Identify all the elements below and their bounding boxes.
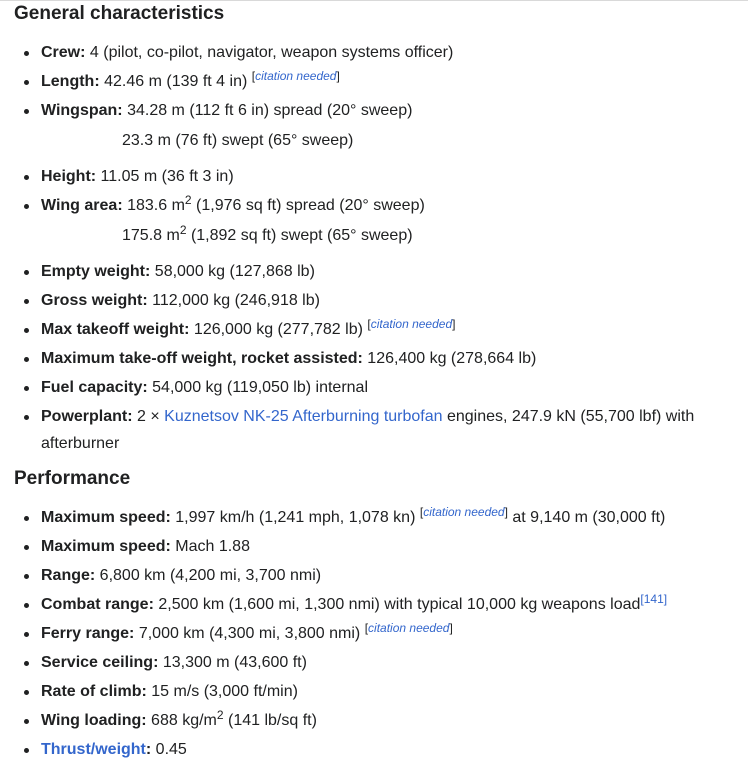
general-characteristics-heading: General characteristics [14, 3, 225, 24]
list-item-gross-weight: Gross weight: 112,000 kg (246,918 lb) [22, 290, 742, 319]
bullet-icon [24, 603, 29, 608]
list-item-fuel-capacity: Fuel capacity: 54,000 kg (119,050 lb) internal [22, 377, 742, 406]
list-item-wingspan: Wingspan: 34.28 m (112 ft 6 in) spread (20° sweep) 23.3 m (76 ft) swept (65° sweep) [22, 100, 742, 166]
bullet-icon [24, 661, 29, 666]
bullet-icon [24, 270, 29, 275]
list-item-rate-of-climb: Rate of climb: 15 m/s (3,000 ft/min) [22, 681, 742, 710]
bullet-icon [24, 516, 29, 521]
bullet-icon [24, 574, 29, 579]
general-characteristics-list [22, 42, 742, 460]
bullet-icon [24, 719, 29, 724]
bullet-icon [24, 175, 29, 180]
list-item-height: Height: 11.05 m (36 ft 3 in) [22, 166, 742, 195]
list-item-empty-weight: Empty weight: 58,000 kg (127,868 lb) [22, 261, 742, 290]
list-item-wing-loading: Wing loading: 688 $kg/m^2$ (141 lb/sq ft) [22, 710, 742, 739]
list-item-maximum-speed-mach: Maximum speed: Mach 1.88 [22, 536, 742, 565]
list-item-max-takeoff-weight-rocket: Maximum take-off weight, rocket assisted: 126,400 kg (278,664 lb) [22, 348, 742, 377]
bullet-icon [24, 328, 29, 333]
list-item-ferry-range: Ferry range: 7,000 km (4,300 mi, 3,800 nmi) [citation needed] [22, 623, 742, 652]
engine-link[interactable]: Kuznetsov NK-25 Afterburning turbofan [164, 408, 443, 425]
list-item-max-takeoff-weight: Max takeoff weight: 126,000 kg (277,782 lb) [citation needed] [22, 319, 742, 348]
list-item-combat-range: Combat range: 2,500 km (1,600 mi, 1,300 nmi) with typical 10,000 kg weapons load[141] [22, 594, 742, 623]
citation-needed: [citation needed] [251, 69, 340, 83]
bullet-icon [24, 204, 29, 209]
bullet-icon [24, 545, 29, 550]
performance-heading: Performance [14, 468, 131, 489]
list-item-length: Length: 42.46 m (139 ft 4 in) [citation needed] [22, 71, 742, 100]
reference-link[interactable]: [141] [640, 592, 668, 606]
list-item-range: Range: 6,800 km (4,200 mi, 3,700 nmi) [22, 565, 742, 594]
bullet-icon [24, 357, 29, 362]
bullet-icon [24, 386, 29, 391]
list-item-maximum-speed: Maximum speed: 1,997 km/h (1,241 mph, 1,078 kn) [citation needed] at 9,140 m (30,000 ft) [22, 507, 742, 536]
citation-needed: [citation needed] [367, 317, 456, 331]
citation-needed-link[interactable]: citation needed [368, 621, 450, 635]
bullet-icon [24, 415, 29, 420]
list-item-powerplant: Powerplant: 2 × Kuznetsov NK-25 Afterburning turbofan engines, 247.9 kN (55,700 lbf) with afterburner [22, 403, 742, 457]
bullet-icon [24, 80, 29, 85]
list-item-thrust-weight: Thrust/weight: 0.45 [22, 739, 742, 768]
list-item-service-ceiling: Service ceiling: 13,300 m (43,600 ft) [22, 652, 742, 681]
bullet-icon [24, 690, 29, 695]
citation-needed: [citation needed] [419, 505, 508, 519]
bullet-icon [24, 299, 29, 304]
citation-needed-link[interactable]: citation needed [423, 505, 505, 519]
list-item-wing-area: Wing area: 183.6 $m^2$ (1,976 sq ft) spread (20° sweep) 175.8 $m^2$ (1,892 sq ft) swept (65° sweep) [22, 195, 742, 261]
citation-needed-link[interactable]: citation needed [370, 317, 453, 331]
bullet-icon [24, 632, 29, 637]
thrust-weight-link[interactable]: Thrust/weight [41, 741, 146, 758]
list-item-crew: Crew: 4 (pilot, co-pilot, navigator, weapon systems officer) [22, 42, 742, 71]
citation-needed-link[interactable]: citation needed [255, 69, 337, 83]
performance-list [22, 507, 742, 768]
bullet-icon [24, 748, 29, 753]
citation-needed: [citation needed] [364, 621, 453, 635]
bullet-icon [24, 51, 29, 56]
bullet-icon [24, 109, 29, 114]
